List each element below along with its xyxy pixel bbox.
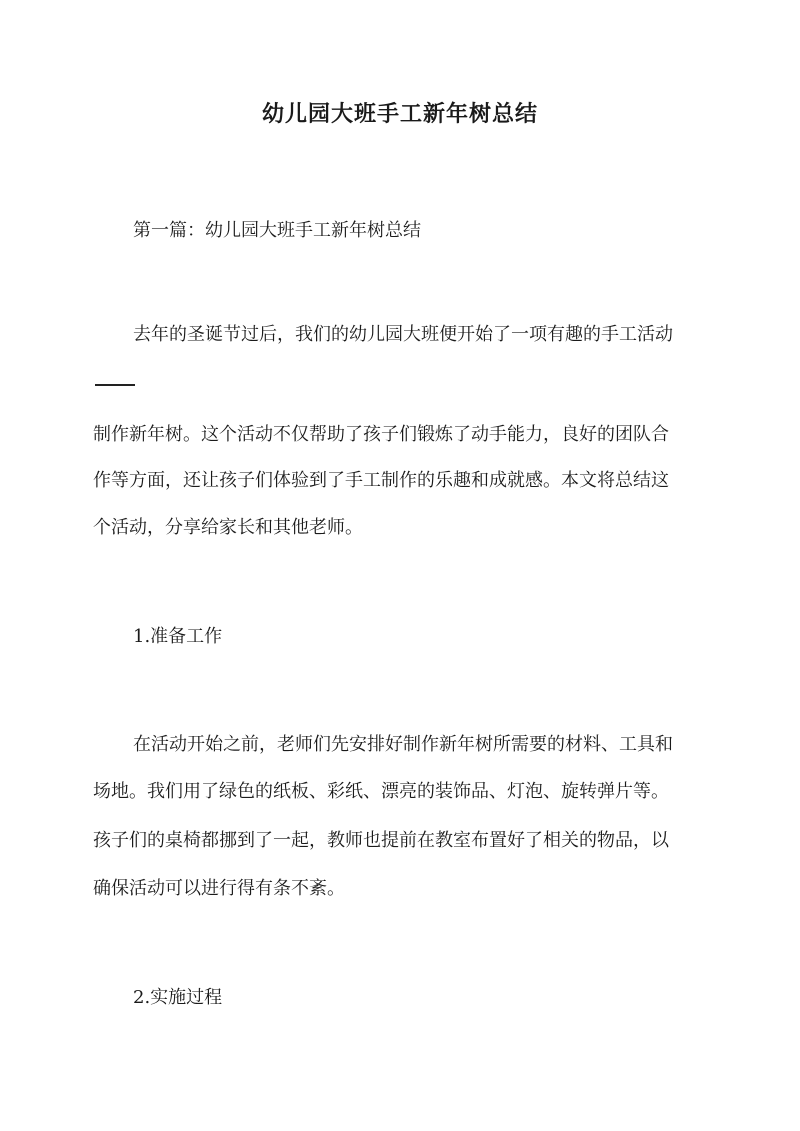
section-heading: 1.准备工作: [133, 626, 223, 647]
document-title: 幼儿园大班手工新年树总结: [261, 101, 538, 127]
intro-paragraph-line: 作等方面，还让孩子们体验到了手工制作的乐趣和成就感。本文将总结这: [93, 470, 669, 491]
section-paragraph-line: 场地。我们用了绿色的纸板、彩纸、漂亮的装饰品、灯泡、旋转弹片等。: [93, 781, 669, 802]
intro-paragraph-line: 去年的圣诞节过后，我们的幼儿园大班便开始了一项有趣的手工活动: [133, 324, 673, 345]
part-heading: 第一篇：幼儿园大班手工新年树总结: [133, 220, 421, 241]
section-paragraph-line: 确保活动可以进行得有条不紊。: [93, 878, 345, 899]
em-dash: [95, 384, 135, 386]
section-paragraph-line: 在活动开始之前，老师们先安排好制作新年树所需要的材料、工具和: [133, 734, 673, 755]
intro-paragraph-line: 制作新年树。这个活动不仅帮助了孩子们锻炼了动手能力，良好的团队合: [93, 424, 669, 445]
section-paragraph-line: 孩子们的桌椅都挪到了一起，教师也提前在教室布置好了相关的物品，以: [93, 830, 669, 851]
intro-paragraph-line: 个活动，分享给家长和其他老师。: [93, 517, 363, 538]
section-heading: 2.实施过程: [133, 987, 223, 1008]
